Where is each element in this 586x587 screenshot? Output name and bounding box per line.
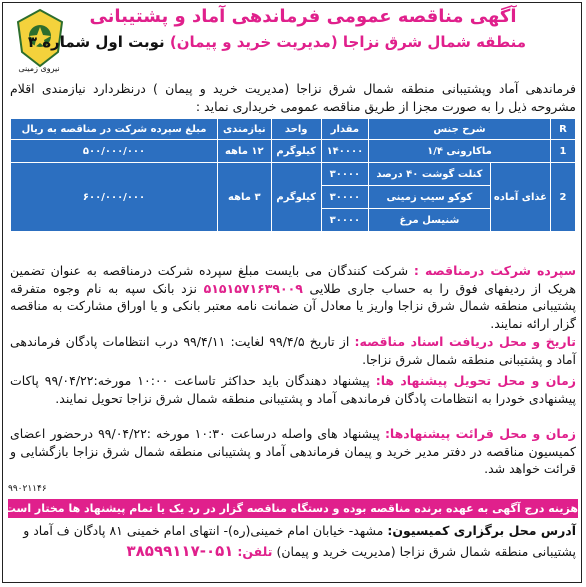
deposit-heading: سپرده شرکت درمناقصه :: [413, 263, 576, 278]
deposit-section: [10, 262, 576, 332]
round-label: نوبت اول: [95, 33, 165, 51]
submit-text: پیشنهاد دهندگان باید حداکثر تاساعت ۱۰:۰۰ مورخه:۹۹/۰۴/۲۲ پاکات پیشنهادی خودرا به انتظامات پادگان فرماندهی آماد و پشتیبانی منطقه شمال شرق نزاجا تحویل نمایند.: [10, 373, 576, 406]
cell-desc: ماکارونی ۱/۴: [368, 140, 550, 163]
cell-desc: کنلت گوشت ۴۰ درصد: [368, 163, 490, 186]
cell-qty: ۱۴۰۰۰۰: [321, 140, 368, 163]
address-text: مشهد- خیابان امام خمینی(ره)- انتهای امام خمینی ۸۱ پادگان ف آماد و پشتیبانی منطقه شمال شرق نزاجا (مدیریت خرید و پیمان): [23, 523, 576, 559]
table-header-row: [11, 119, 576, 140]
address-heading: آدرس محل برگزاری کمیسیون:: [387, 523, 576, 538]
ad-subtitle: [27, 33, 526, 51]
cell-need: ۳ ماهه: [218, 163, 271, 232]
cell-r: 2: [551, 163, 576, 232]
col-amount: مبلغ سپرده شرکت در مناقصه به ریال: [11, 119, 218, 140]
docs-section: [10, 333, 576, 368]
submit-section: [10, 372, 576, 407]
deposit-text: شرکت کنندگان می بایست مبلغ سپرده شرکت درمناقصه به عنوان تضمین هریک از ردیفهای فوق را به حساب جاری طلایی: [10, 263, 576, 296]
department-name: (مدیریت خرید و پیمان): [169, 33, 338, 51]
cell-desc: کوکو سیب زمینی: [368, 186, 490, 209]
address-section: [10, 521, 576, 562]
cell-group: غذای آماده: [490, 163, 550, 232]
ad-code: ۹۹۰۲۱۱۴۶: [8, 484, 47, 494]
col-r: R: [551, 119, 576, 140]
col-need: نیازمندی: [218, 119, 271, 140]
docs-text: از تاریخ ۹۹/۴/۵ لغایت: ۹۹/۴/۱۱ درب انتظامات پادگان فرماندهی آماد و پشتیبانی منطقه شمال شرق نزاجا.: [10, 334, 576, 367]
cell-r: 1: [551, 140, 576, 163]
cell-qty: ۳۰۰۰۰: [321, 209, 368, 232]
opening-heading: زمان و محل قرائت پیشنهادها:: [384, 426, 577, 441]
cell-qty: ۳۰۰۰۰: [321, 186, 368, 209]
col-unit: واحد: [271, 119, 321, 140]
col-desc: شرح جنس: [368, 119, 550, 140]
docs-heading: تاریخ و محل دریافت اسناد مناقصه:: [354, 334, 577, 349]
region-name: منطقه شمال شرق نزاجا: [342, 33, 526, 51]
table-row: [11, 140, 576, 163]
account-number: ۵۱۵۱۵۷۱۶۳۹۰۰۹: [203, 280, 303, 296]
col-qty: مقدار: [321, 119, 368, 140]
opening-text: پیشنهاد های واصله درساعت ۱۰:۳۰ مورخه :۹۹/۰۴/۲۲ درحضور اعضای کمیسیون مناقصه در دفتر مدیر خرید و پیمان فرماندهی آماد و پشتیبانی منطقه شمال شرق نزاجا بازگشایی و قرائت خواهد شد.: [10, 426, 576, 476]
cell-amount: ۶۰۰/۰۰۰/۰۰۰: [11, 163, 218, 232]
opening-section: [10, 425, 576, 478]
phone-number: ۰۵۱-۳۸۵۹۹۱۱۷: [126, 542, 234, 560]
submit-heading: زمان و محل تحویل پیشنهاد ها:: [375, 373, 576, 388]
cell-desc: شنیسل مرغ: [368, 209, 490, 232]
table-row: [11, 163, 576, 186]
cell-qty: ۳۰۰۰۰: [321, 163, 368, 186]
deposit-text-2: نزد بانک سپه به نام وجوه متفرقه پشتیبانی منطقه شمال شرق نزاجا واریز یا معادل آن ضمانت نامه معتبر بانکی و یا اوراق مشارکت به مناقصه گزار ارائه نمایند.: [10, 280, 576, 331]
phone-label: تلفن:: [237, 544, 273, 559]
intro-text: فرماندهی آماد وپشتیبانی منطقه شمال شرق نزاجا (مدیریت خرید و پیمان ) درنظردارد نیازمندی اقلام مشروحه ذیل را به صورت مجزا از طریق مناقصه عمومی خریداری نماید :: [10, 81, 576, 114]
emblem-caption: نیروی زمینی: [18, 64, 60, 73]
cell-unit: کیلوگرم: [271, 140, 321, 163]
ad-title: آگهی مناقصه عمومی فرماندهی آماد و پشتیبانی: [89, 6, 517, 27]
notice-bar: هزینه درج آگهی به عهده برنده مناقصه بوده و دستگاه مناقصه گزار در رد یک یا تمام پیشنهاد ها مختار است: [8, 499, 578, 518]
cell-unit: کیلوگرم: [271, 163, 321, 232]
items-table: [10, 118, 576, 232]
number-label: شماره ۳: [27, 33, 91, 51]
cell-amount: ۵۰۰/۰۰۰/۰۰۰: [11, 140, 218, 163]
cell-need: ۱۲ ماهه: [218, 140, 271, 163]
